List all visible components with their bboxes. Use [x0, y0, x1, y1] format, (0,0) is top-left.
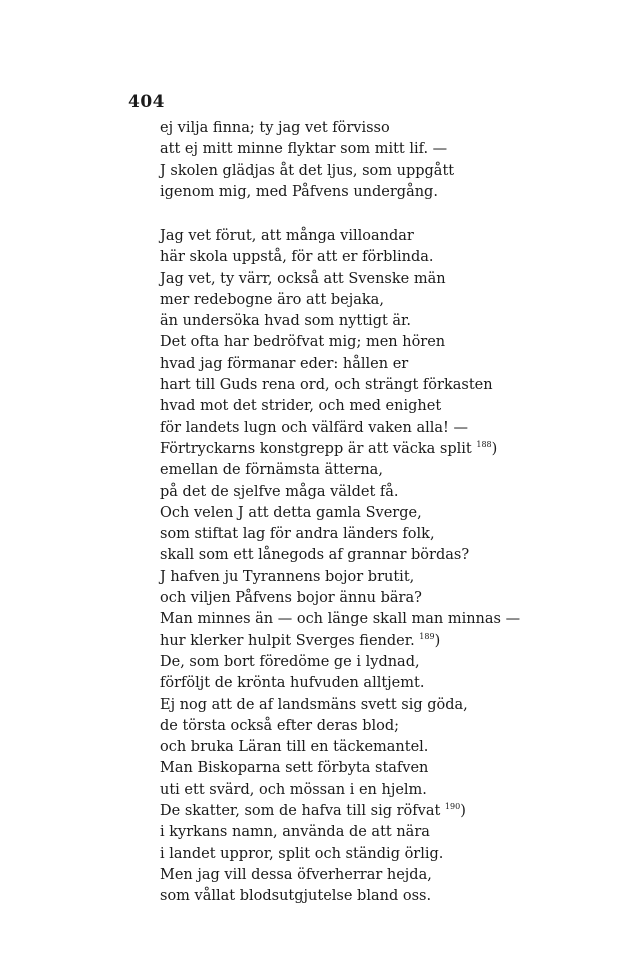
- poem-line-text: igenom mig, med Påfvens undergång.: [160, 183, 438, 200]
- poem-line: [160, 332, 520, 353]
- footnote-paren: ): [491, 440, 498, 457]
- poem-line-text: som vållat blodsutgjutelse bland oss.: [160, 888, 432, 905]
- poem-line: [160, 588, 520, 609]
- footnote-marker: 190: [444, 802, 461, 812]
- footnote-paren: ): [460, 803, 466, 820]
- poem-line-text: hvad jag förmanar eder: hållen er: [160, 355, 409, 372]
- poem-line-text: skall som ett lånegods af grannar bördas?: [160, 547, 470, 564]
- poem-line-text: hart till Guds rena ord, och strängt förkasten: [160, 377, 493, 394]
- page-number: 404: [128, 92, 165, 112]
- footnote-paren: ): [434, 632, 441, 649]
- poem-line-text: ej vilja finna; ty jag vet förvisso: [160, 120, 390, 136]
- poem-line: [160, 758, 520, 779]
- poem-line: [160, 375, 520, 396]
- poem-line: [160, 545, 520, 566]
- poem-line-text: Jag vet förut, att många villoandar: [160, 228, 414, 244]
- poem-line-text: Man minnes än — och länge skall man minnas —: [160, 611, 521, 628]
- poem-line-text: Jag vet, ty värr, också att Svenske män: [160, 270, 446, 287]
- poem-line: [160, 418, 520, 439]
- poem-line: [160, 139, 454, 160]
- poem-line: [160, 269, 520, 290]
- poem-line: [160, 609, 520, 630]
- stanza-1: [160, 118, 454, 203]
- poem-line-text: Man Biskoparna sett förbyta stafven: [160, 760, 429, 777]
- poem-line: [160, 460, 520, 481]
- poem-line-text: Det ofta har bedröfvat mig; men hören: [160, 334, 446, 351]
- poem-line-text: J skolen glädjas åt det ljus, som uppgått: [160, 162, 455, 179]
- poem-line: [160, 290, 520, 311]
- poem-line-text: De, som bort föredöme ge i lydnad,: [160, 653, 420, 670]
- poem-line-text: än undersöka hvad som nyttigt är.: [160, 313, 412, 330]
- poem-line: [160, 118, 454, 139]
- poem-line: [160, 886, 520, 907]
- poem-line: [160, 182, 454, 203]
- footnote-marker: 189: [419, 631, 435, 641]
- poem-line-text: Men jag vill dessa öfverherrar hejda,: [160, 866, 432, 883]
- poem-line: [160, 673, 520, 694]
- poem-line: [160, 716, 520, 737]
- poem-line: [160, 161, 454, 182]
- poem-line-text: som stiftat lag för andra länders folk,: [160, 526, 435, 543]
- poem-line-text: att ej mitt minne flyktar som mitt lif. —: [160, 141, 448, 158]
- poem-line: [160, 503, 520, 524]
- poem-line-text: Förtryckarns konstgrepp är att väcka split: [160, 440, 472, 457]
- poem-line: [160, 631, 520, 652]
- poem-line-text: emellan de förnämsta ätterna,: [160, 462, 383, 479]
- poem-line: [160, 567, 520, 588]
- poem-line: [160, 822, 520, 843]
- poem-line: [160, 801, 520, 822]
- poem-line: [160, 737, 520, 758]
- poem-line-text: och bruka Läran till en täckemantel.: [160, 739, 429, 756]
- poem-line-text: hvad mot det strider, och med enighet: [160, 398, 442, 415]
- poem-line: [160, 865, 520, 886]
- poem-line: [160, 844, 520, 865]
- poem-line: [160, 652, 520, 673]
- poem-line-text: de törsta också efter deras blod;: [160, 717, 400, 734]
- poem-line-text: förföljt de krönta hufvuden alltjemt.: [160, 675, 425, 692]
- poem-line: [160, 780, 520, 801]
- poem-line: [160, 524, 520, 545]
- poem-line-text: mer redebogne äro att bejaka,: [160, 291, 384, 308]
- poem-line: [160, 247, 520, 268]
- poem-line: [160, 354, 520, 375]
- poem-line: [160, 439, 520, 460]
- poem-line-text: Och velen J att detta gamla Sverge,: [160, 504, 422, 521]
- poem-line: [160, 226, 520, 247]
- poem-line-text: i landet uppror, split och ständig örlig.: [160, 845, 444, 862]
- poem-line-text: här skola uppstå, för att er förblinda.: [160, 249, 434, 266]
- poem-line-text: J hafven ju Tyrannens bojor brutit,: [160, 568, 415, 585]
- poem-line-text: Ej nog att de af landsmäns svett sig göda,: [160, 696, 468, 713]
- stanza-2: [160, 226, 520, 908]
- poem-line-text: för landets lugn och välfärd vaken alla! —: [160, 419, 468, 436]
- poem-line-text: uti ett svärd, och mössan i en hjelm.: [160, 781, 427, 798]
- poem-line: [160, 695, 520, 716]
- poem-line: [160, 311, 520, 332]
- poem-line-text: hur klerker hulpit Sverges fiender.: [160, 632, 415, 649]
- poem-line-text: De skatter, som de hafva till sig röfvat: [160, 803, 441, 820]
- poem-line: [160, 396, 520, 417]
- poem-line-text: i kyrkans namn, använda de att nära: [160, 824, 430, 841]
- poem-line: [160, 482, 520, 503]
- poem-line-text: på det de sjelfve måga väldet få.: [160, 483, 399, 500]
- poem-line-text: och viljen Påfvens bojor ännu bära?: [160, 590, 422, 607]
- footnote-marker: 188: [476, 439, 492, 449]
